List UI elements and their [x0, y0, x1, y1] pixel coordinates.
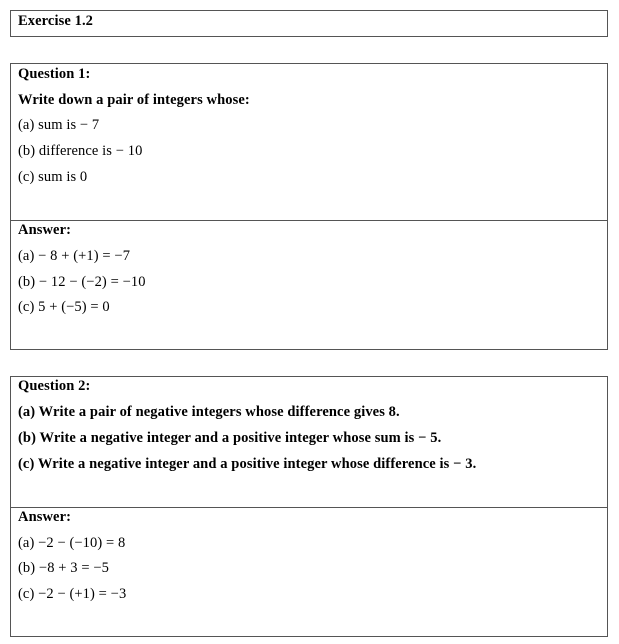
answer-1-label: Answer:	[18, 222, 72, 238]
question-2-part-c: (c) Write a negative integer and a positive integer whose difference is − 3.	[18, 456, 477, 472]
answer-2-b: (b) −8 + 3 = −5	[18, 560, 109, 576]
question-1-cell	[11, 64, 607, 220]
exercise-title: Exercise 1.2	[18, 13, 94, 29]
exercise-title-box	[10, 10, 608, 37]
question-2-box	[10, 376, 608, 637]
question-2-part-a: (a) Write a pair of negative integers whose difference gives 8.	[18, 404, 400, 420]
answer-1-c: (c) 5 + (−5) = 0	[18, 299, 110, 315]
question-1-label: Question 1:	[18, 66, 91, 82]
question-1-prompt: Write down a pair of integers whose:	[18, 92, 250, 108]
question-2-label: Question 2:	[18, 378, 91, 394]
answer-2-c: (c) −2 − (+1) = −3	[18, 586, 127, 602]
answer-1-a: (a) − 8 + (+1) = −7	[18, 248, 131, 264]
answer-2-a: (a) −2 − (−10) = 8	[18, 535, 126, 551]
answer-2-label: Answer:	[18, 509, 72, 525]
question-1-part-a: (a) sum is − 7	[18, 117, 100, 133]
answer-1-b: (b) − 12 − (−2) = −10	[18, 274, 146, 290]
answer-1-cell	[11, 220, 607, 349]
question-2-part-b: (b) Write a negative integer and a positive integer whose sum is − 5.	[18, 430, 442, 446]
question-1-part-b: (b) difference is − 10	[18, 143, 143, 159]
question-2-cell	[11, 377, 607, 507]
answer-2-cell	[11, 507, 607, 636]
question-1-part-c: (c) sum is 0	[18, 169, 88, 185]
question-1-box	[10, 63, 608, 350]
